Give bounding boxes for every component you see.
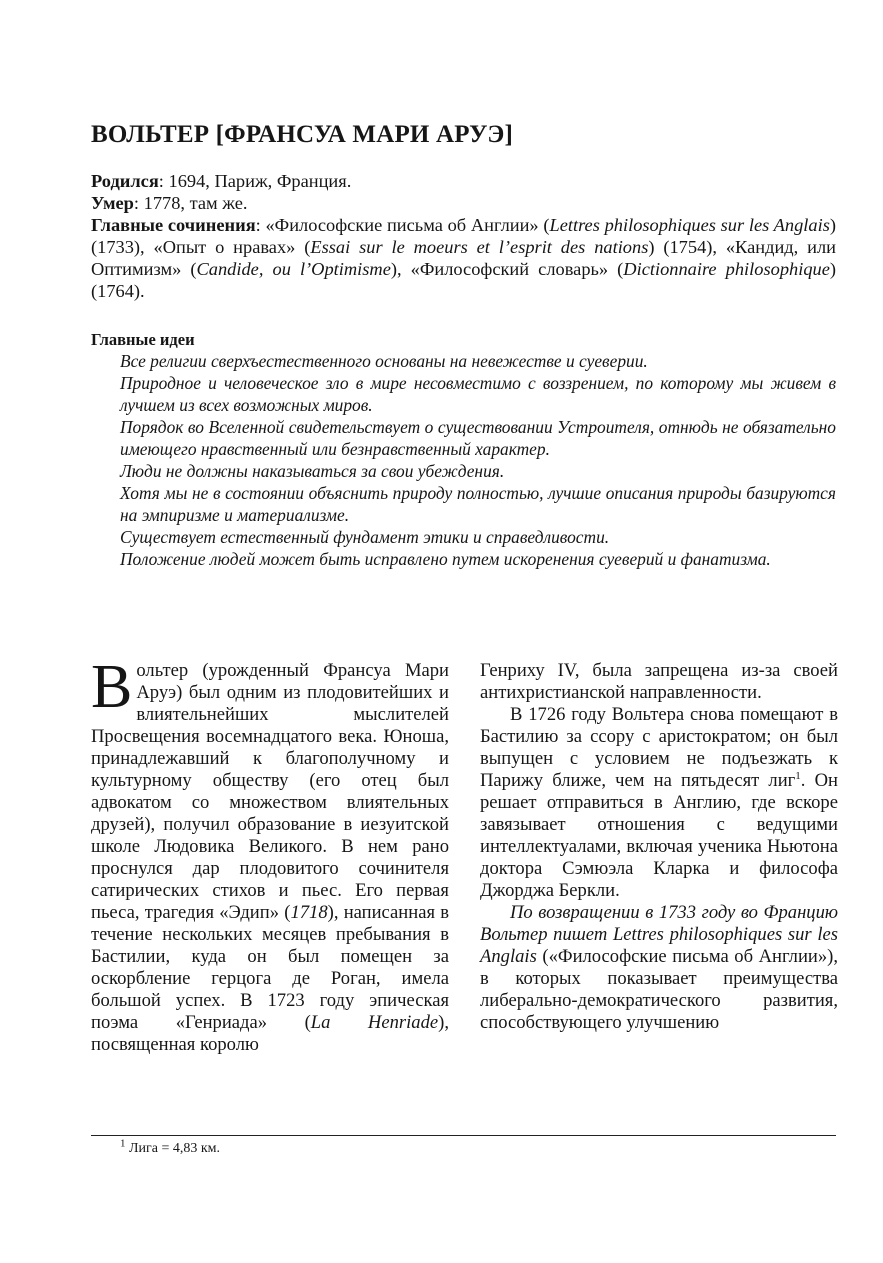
works-text: ) (1754), «Кандид, или Оптимизм» (	[91, 237, 836, 279]
works-title-italic: Lettres philosophiques sur les Anglais	[549, 215, 830, 235]
main-idea-item: Люди не должны наказываться за свои убеждения.	[120, 461, 505, 481]
body-text-italic: По возвращении в 1733 году во Францию Вольтер пишет	[480, 902, 838, 945]
main-idea-item: Положение людей может быть исправлено путем искоренения суеверий и фанатизма.	[120, 549, 771, 569]
born-label: Родился	[91, 171, 159, 191]
body-text: ольтер (урожденный Франсуа Мари Аруэ) был одним из плодовитейших и влиятельнейших мыслителей Просвещения восемнадцатого века. Юноша, принадлежавший к благополучному и культурному обществу (его отец был адвокатом со множеством влиятельных друзей), получил образование в иезуитской школе Людовика Великого. В нем рано проснулся дар плодовитого сочинителя сатирических стихов и пьес. Его первая пьеса, трагедия «Эдип» (	[91, 660, 449, 923]
main-idea-item: Все религии сверхъестественного основаны на невежестве и суеверии.	[120, 351, 648, 371]
died-value: 1778, там же.	[143, 193, 248, 213]
works-text: ) (1733), «Опыт о нравах» (	[91, 215, 836, 257]
main-idea-item: Хотя мы не в состоянии объяснить природу полностью, лучшие описания природы базируются на эмпиризме и материализме.	[120, 483, 836, 525]
works-label: Главные сочинения	[91, 215, 256, 235]
works-text: «Философские письма об Англии» (	[265, 215, 550, 235]
body-text: . Он решает отправиться в Англию, где вскоре завязывает отношения с ведущими интеллектуалами, включая ученика Ньютона доктора Сэмюэла Кларка и философа Джорджа Беркли.	[480, 770, 838, 901]
body-paragraph	[480, 902, 838, 1034]
biography-summary	[91, 170, 836, 302]
footnote	[120, 1137, 220, 1158]
body-text-italic: Lettres philosophiques sur les Anglais	[480, 924, 838, 967]
body-paragraph: Генриху IV, была запрещена из-за своей антихристианской направленности.	[480, 660, 838, 703]
born-line: Родился: 1694, Париж, Франция.	[91, 171, 352, 191]
body-text: ), написанная в течение нескольких месяцев пребывания в Бастилии, куда он был помещен за оскорбление герцога де Роган, имела большой успех. В 1723 году эпическая поэма «Генриада» (	[91, 902, 450, 1033]
works-text: ) (1764).	[91, 259, 836, 301]
works-text: ), «Философский словарь» (	[390, 259, 624, 279]
body-text: В 1726 году Вольтера снова помещают в Бастилию за ссору с аристократом; он был выпущен с условием не подъезжать к Парижу ближе, чем на пятьдесят лиг	[480, 704, 838, 791]
body-column-right	[480, 660, 838, 1034]
body-text-italic: La Henriade	[310, 1012, 439, 1033]
main-idea-item: Природное и человеческое зло в мире несовместимо с воззрением, по которому мы живем в лучшем из всех возможных миров.	[120, 373, 836, 415]
main-ideas-heading: Главные идеи	[91, 330, 195, 349]
footnote-text: Лига = 4,83 км.	[125, 1141, 220, 1156]
body-paragraph	[480, 704, 838, 902]
footnote-marker: 1	[120, 1137, 126, 1150]
body-text: ), посвященная королю	[91, 1012, 449, 1055]
footnote-divider	[91, 1135, 836, 1136]
body-text: («Философские письма об Англии»), в которых показывает преимущества либерально-демократического развития, способствующего улучшению	[480, 946, 838, 1033]
works-title-italic: Essai sur le moeurs et l’esprit des nations	[310, 237, 649, 257]
main-ideas-list	[120, 350, 836, 570]
works-title-italic: Dictionnaire philosophique	[623, 259, 830, 279]
drop-cap: В	[91, 653, 133, 721]
body-paragraph	[91, 653, 450, 1056]
footnote-reference[interactable]: 1	[795, 769, 801, 782]
works-title-italic: Candide, ou l’Optimisme	[196, 259, 391, 279]
died-line: Умер: 1778, там же.	[91, 193, 248, 213]
body-text-italic: 1718	[290, 902, 328, 923]
born-value: 1694, Париж, Франция.	[168, 171, 352, 191]
works-line: Главные сочинения: «Философские письма об Англии» (Lettres philosophiques sur les Anglais) (1733), «Опыт о нравах» (Essai sur le moeurs et l’esprit des nations) (1754), «Кандид, или Оптимизм» (Candide, ou l’Optimisme), «Философский словарь» (Dictionnaire philosophique) (1764).	[91, 215, 836, 301]
main-idea-item: Существует естественный фундамент этики и справедливости.	[120, 527, 610, 547]
died-label: Умер	[91, 193, 134, 213]
page-title: ВОЛЬТЕР [ФРАНСУА МАРИ АРУЭ]	[91, 121, 514, 148]
main-idea-item: Порядок во Вселенной свидетельствует о существовании Устроителя, отнюдь не обязательно имеющего нравственный или безнравственный характер.	[120, 417, 836, 459]
body-column-left	[91, 653, 450, 1056]
